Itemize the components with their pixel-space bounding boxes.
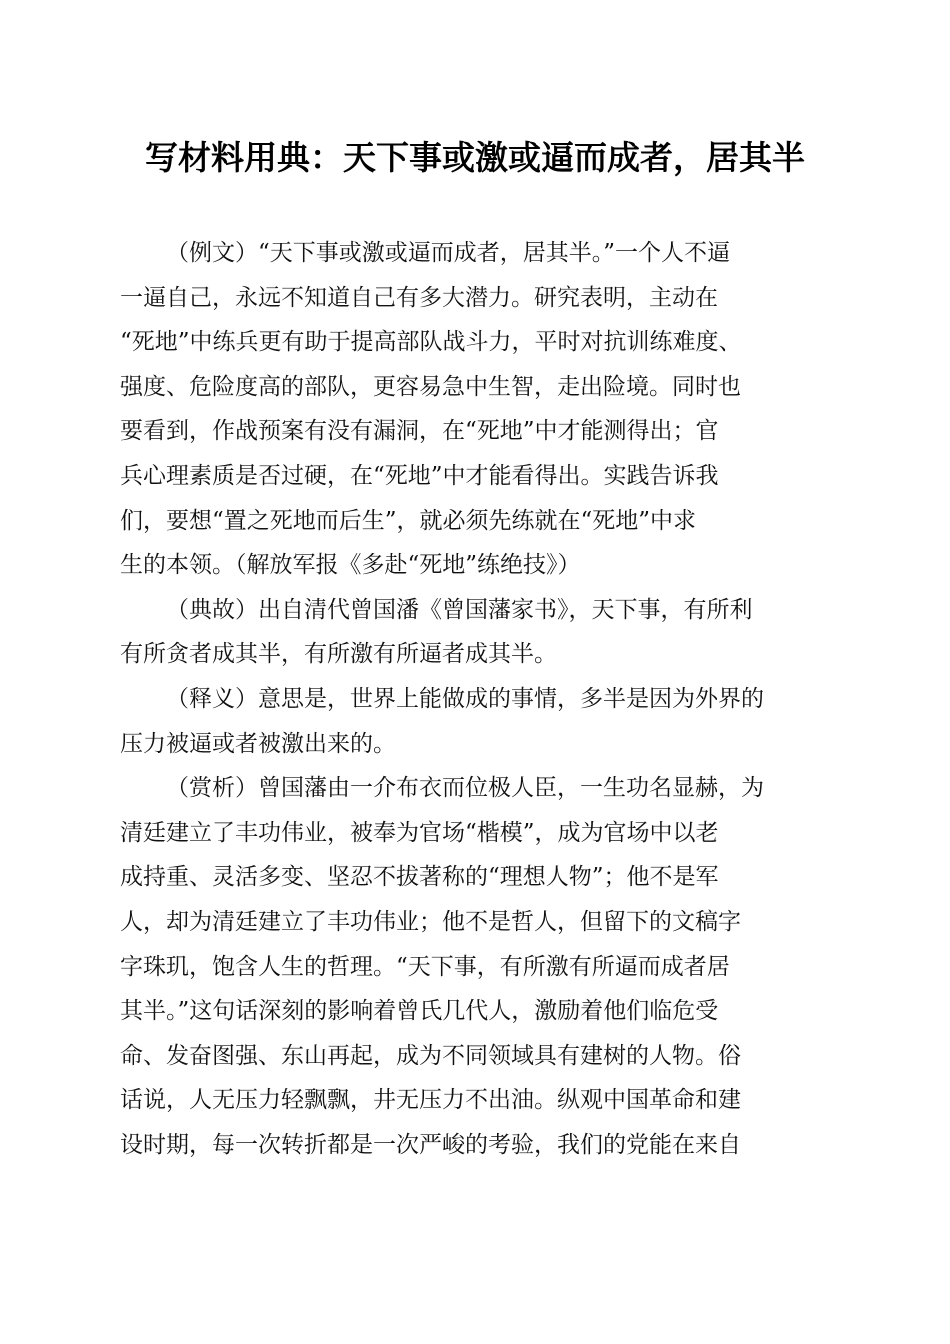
paragraph-example bbox=[120, 231, 830, 588]
document-body bbox=[120, 231, 830, 1167]
text-line: 话说，人无压力轻飘飘，井无压力不出油。纵观中国革命和建 bbox=[120, 1087, 741, 1114]
text-line: （释义）意思是，世界上能做成的事情，多半是因为外界的 bbox=[166, 685, 764, 712]
text-line: 强度、危险度高的部队，更容易急中生智，走出险境。同时也 bbox=[120, 373, 741, 400]
text-line: 设时期，每一次转折都是一次严峻的考验，我们的党能在来自 bbox=[120, 1131, 741, 1158]
text-line: 兵心理素质是否过硬，在“死地”中才能看得出。实践告诉我 bbox=[120, 462, 719, 489]
text-line: 要看到，作战预案有没有漏洞，在“死地”中才能测得出；官 bbox=[120, 418, 719, 445]
text-line: （赏析）曾国藩由一介布衣而位极人臣，一生功名显赫，为 bbox=[166, 775, 764, 802]
text-line: 一逼自己，永远不知道自己有多大潜力。研究表明，主动在 bbox=[120, 284, 718, 311]
text-line: 字珠玑，饱含人生的哲理。“天下事，有所激有所逼而成者居 bbox=[120, 953, 730, 980]
paragraph-allusion bbox=[120, 588, 830, 677]
text-line: 命、发奋图强、东山再起，成为不同领域具有建树的人物。俗 bbox=[120, 1042, 741, 1069]
text-line: 生的本领。（解放军报《多赴“死地”练绝技》） bbox=[120, 552, 581, 579]
text-line: 人，却为清廷建立了丰功伟业；他不是哲人，但留下的文稿字 bbox=[120, 908, 741, 935]
document-title: 写材料用典：天下事或激或逼而成者，居其半 bbox=[145, 138, 805, 177]
text-line: 其半。”这句话深刻的影响着曾氏几代人，激励着他们临危受 bbox=[120, 998, 719, 1025]
text-line: 清廷建立了丰功伟业，被奉为官场“楷模”，成为官场中以老 bbox=[120, 819, 719, 846]
text-line: 成持重、灵活多变、坚忍不拔著称的“理想人物”；他不是军 bbox=[120, 864, 719, 891]
text-line: 们，要想“置之死地而后生”，就必须先练就在“死地”中求 bbox=[120, 507, 697, 534]
text-line: （典故）出自清代曾国潘《曾国藩家书》，天下事，有所利 bbox=[166, 596, 753, 623]
paragraph-appreciation bbox=[120, 766, 830, 1167]
paragraph-interpretation bbox=[120, 677, 830, 766]
text-line: 压力被逼或者被激出来的。 bbox=[120, 730, 396, 757]
text-line: （例文）“天下事或激或逼而成者，居其半。”一个人不逼 bbox=[166, 240, 731, 266]
text-line: 有所贪者成其半，有所激有所逼者成其半。 bbox=[120, 641, 557, 668]
text-line: “死地”中练兵更有助于提高部队战斗力，平时对抗训练难度、 bbox=[120, 329, 742, 356]
